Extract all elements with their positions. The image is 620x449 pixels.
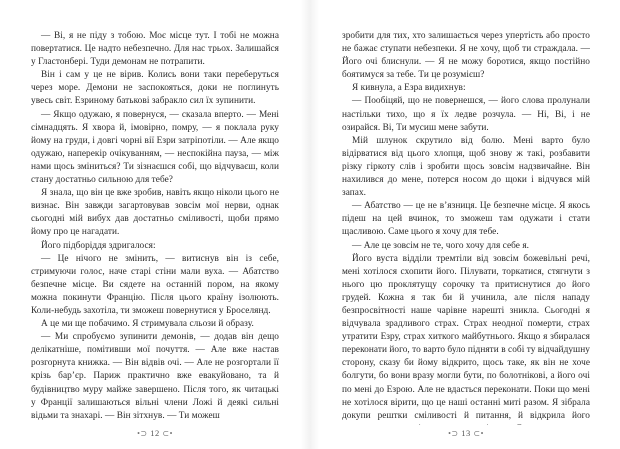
paragraph: зробити для тих, хто залишається через упертість або просто не бажає ступати небезпеки. Я не хочу, щоб ти страждала. — Його очі блиснули. — Я не можу боротися, якщо постійно боятимуся за тебе. Ти це розумієш? — [342, 31, 590, 81]
paragraph: Мій шлунок скрутило від болю. Мені варто було відірватися від цього хлопця, щоб знову ж такі, розбавити різку гіркоту слів і зробити щось зовсім надзвичайне. Він нахилився до мене, потерся носом до щоки і відчувся мій запах. — [342, 135, 590, 199]
folio-ornament-icon: •⊃ — [137, 429, 148, 438]
right-page — [342, 30, 590, 425]
folio-ornament-icon: •⊃ — [448, 429, 459, 438]
paragraph: Я кивнула, а Езра видихнув: — [352, 83, 466, 94]
paragraph: — Це нічого не змінить, — витиснув він із себе, стримуючи голос, наче старі стіни мали вуха. — Абатство безпечне місце. Ви сядете на останній пором, на якому можна покинути Францію. Після цього країну ізолюють. Коли-небудь захотіла, ти зможеш повернутися у Броселянд. — [31, 253, 279, 316]
page-number-left — [115, 428, 195, 438]
paragraph: Він і сам у це не вірив. Колись вони таки переберуться через море. Демони не заспокояться, доки не поглинуть увесь світ. Езриному батькові забракло сил їх зупинити. — [31, 70, 279, 107]
folio-ornament-icon: ⊂• — [162, 429, 173, 438]
page-number-right — [426, 428, 506, 438]
paragraph: Я знала, що він це вже зробив, навіть якщо ніколи цього не визнає. Він завжди загартовував зовсім мої нерви, однак сьогодні мій вибух дав достатньо сміливості, щоби прямо йому про це нагадати. — [31, 188, 279, 238]
paragraph: — Якщо одужаю, я повернуся, — сказала вперто. — Мені сімнадцять. Я хвора й, імовірно, помру, — я поклала руку йому на груди, і довгі чорні вії Езри затріпотіли. — Але якщо одужаю, наперекір очікуванням, — неспокійна пауза, — між нами щось зміниться? Ти зізнаєшся собі, що відчуваєш, коли стану достатньо сильною для тебе? — [31, 109, 279, 186]
paragraph: — Але це зовсім не те, чого хочу для себе я. — [352, 240, 530, 251]
paragraph: — Ві, я не піду з тобою. Моє місце тут. І тобі не можна повертатися. Це надто небезпечно. Для нас трьох. Залишайся у Гластонбері. Туди демонам не потрапити. — [31, 31, 279, 68]
page-number: 13 — [461, 428, 471, 438]
left-page — [31, 30, 279, 425]
paragraph: — Пообіцяй, що не повернешся, — його слова пролунали настільки тихо, що я їх ледве розчула. — Ні, Ві, і не озирайся. Ві, Ти мусиш мене забути. — [342, 96, 590, 133]
page-number: 12 — [150, 428, 160, 438]
paragraph: — Ми спробуємо зупинити демонів, — додав він дещо делікатніше, помітивши мої почуття. — Але вже настав розгорнута книжка. — Він відвів очі. — Але не розгортали її крізь бар’єр. Париж практично вже евакуйовано, та й будівництво муру майже завершено. Після того, як читацькі у Франції залишаються вільні члени Ложі й деякі сильні відьми та знахарі. — Він зітхнув. — Ти можеш — [31, 332, 279, 421]
paragraph: Його вуста відділи тремтіли від зовсім божевільні речі, мені хотілося схопити його. Пілувати, торкатися, стягнути з нього цю проклятущу сорочку та притиснутися до його грудей. Кожна я так би й учинила, але після нападу безпросвітності наше чарівне нарешті зникла. Сьогодні я відчувала зрадливого страх. Страх неодної померти, страх утратити Езру, страх хиткого майбутнього. Якщо я збиралася переконати його, то варто було підняти в собі ту відчайдушну сторону, сказу би йому відкрито, щось таке, як він не хоче болгути, бо вони вразу могли бути, по болотнікові, а його очі по мені до Езрою. Але не вдасться переконати. Поки що мені не хотілося вірити, що це наші останні миті разом. Я зібрала докупи рештки сміливості й питання, й відкрила його — [342, 253, 590, 421]
paragraph: А це ми ще побачимо. Я стримувала сльози й образу. — [41, 319, 254, 330]
paragraph: Його підборіддя здригалося: — [41, 240, 156, 251]
paragraph: — Абатство — це не в’язниця. Це безпечне місце. Я якось підеш на цей вчинок, то зможеш там одужати і стати щасливою. Саме цього я хочу для тебе. — [342, 201, 590, 238]
folio-ornament-icon: ⊂• — [473, 429, 484, 438]
